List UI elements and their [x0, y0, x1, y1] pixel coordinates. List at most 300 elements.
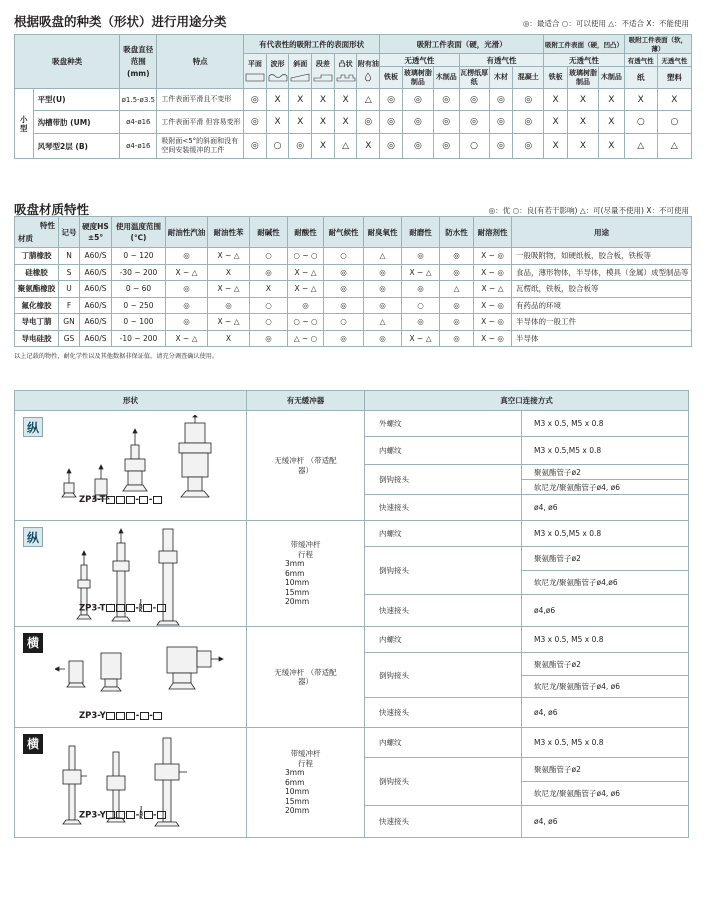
connection-type: 快速接头: [365, 806, 522, 838]
rating-cell: X ~ △: [208, 281, 250, 298]
model-box4: [153, 711, 163, 721]
surface-label: 平面: [247, 59, 262, 68]
material-code: F: [59, 297, 80, 314]
jbk-letter: B: [139, 811, 143, 817]
feature: 工件表面平滑且不变形: [157, 89, 244, 111]
model-box3: [139, 711, 149, 721]
section1-title: 根据吸盘的种类（形状）进行用途分类: [14, 14, 227, 29]
surface-shape-icon: [335, 70, 357, 84]
surface-col: [266, 54, 289, 89]
material-name: 氟化橡胶: [15, 297, 59, 314]
g1-col: 木材: [489, 67, 513, 89]
rating-cell: X ~ ◎: [474, 264, 512, 281]
connection-spec: M3 x 0.5, M5 x 0.8: [522, 411, 689, 437]
surface-col: [334, 54, 357, 89]
rating-cell: ◎: [513, 111, 544, 134]
rating-cell: ◎: [364, 281, 402, 298]
surface-label: 附有油: [357, 59, 379, 68]
use: 瓦楞纸，铁板，胶合板等: [512, 281, 692, 298]
surface-col: [312, 54, 335, 89]
hardness: A60/S: [80, 314, 112, 331]
rating-cell: ◎: [364, 264, 402, 281]
use: 有药品的环境: [512, 297, 692, 314]
connection-table: [14, 390, 689, 838]
rating-cell: X ~ △: [402, 330, 440, 347]
connection-type: 快速接头: [365, 698, 522, 728]
g3b: 无透气性: [657, 54, 691, 67]
connection-spec: 聚氨酯管子ø2: [522, 465, 689, 480]
rating-cell: ◎: [402, 89, 433, 111]
surface-shape-icon: [312, 70, 334, 84]
rating-cell: ◎: [324, 330, 364, 347]
shape-wrap: [15, 521, 246, 621]
buffer-line: 10mm: [285, 787, 310, 797]
g3a: 有透气性: [624, 54, 657, 67]
rating-cell: ◎: [364, 297, 402, 314]
rating-cell: ◎: [324, 264, 364, 281]
rating-cell: ◎: [288, 297, 324, 314]
col-g3: 吸附工件表面（软，薄）: [624, 35, 691, 54]
g3-col: 纸: [624, 67, 657, 89]
feature: 吸附面<5°的斜面和没有空间安装缓冲的工件: [157, 134, 244, 159]
kind-name: 平型(U): [33, 89, 120, 111]
g1a: 无透气性: [380, 54, 459, 67]
rating-cell: X ~ △: [208, 314, 250, 331]
col-property: 耐碱性: [250, 217, 288, 248]
rating-cell: X: [544, 134, 568, 159]
buffer-line: 行程: [298, 549, 313, 559]
col-g2: 吸附工件表面（硬，凹凸）: [544, 35, 624, 54]
buffer-line: 20mm: [285, 806, 310, 816]
rating-cell: ◎: [513, 89, 544, 111]
prop-label: 特性: [40, 221, 55, 230]
rating-cell: ◎: [440, 330, 474, 347]
col-conn: 真空口连接方式: [365, 391, 689, 411]
buffer-cell: [247, 627, 365, 728]
hardness: A60/S: [80, 330, 112, 347]
rating-cell: ◎: [208, 297, 250, 314]
connection-spec: M3 x 0.5,M5 x 0.8: [522, 521, 689, 547]
connection-type: 内螺纹: [365, 627, 522, 653]
rating-cell: ◎: [489, 89, 513, 111]
section2-title: 吸盘材质特性: [14, 202, 90, 217]
col-buffer: 有无缓冲器: [247, 391, 365, 411]
rating-cell: ○: [324, 248, 364, 265]
connection-type: 快速接头: [365, 595, 522, 627]
model-prefix: ZP3-Y: [79, 711, 106, 721]
rating-cell: ○ ~ ○: [288, 314, 324, 331]
shape-wrap: [15, 627, 246, 727]
model-boxes: [106, 811, 136, 821]
rating-cell: ○: [250, 314, 288, 331]
dia-range: ø4-ø16: [120, 111, 157, 134]
rating-cell: ◎: [489, 111, 513, 134]
material-name: 聚氨酯橡胶: [15, 281, 59, 298]
buffer-line: 3mm: [285, 768, 305, 778]
model-code: ZP3-Y - J B K -: [79, 808, 167, 822]
dia-range: ø1.5-ø3.5: [120, 89, 157, 111]
rating-cell: ◎: [357, 111, 380, 134]
dia-range: ø4-ø16: [120, 134, 157, 159]
connection-type: 快速接头: [365, 495, 522, 521]
use: 半导体的一般工件: [512, 314, 692, 331]
col-code: 记号: [59, 217, 80, 248]
surface-label: 凸状: [338, 59, 353, 68]
connection-type: 倒钩接头: [365, 653, 522, 698]
col-feature: 特点: [157, 35, 244, 89]
buffer-text: 无缓冲杆 （带适配器）: [274, 456, 337, 475]
kind-name: 沟槽带肋 (UM): [33, 111, 120, 134]
rating-cell: ◎: [380, 111, 403, 134]
connection-spec: ø4, ø6: [522, 698, 689, 728]
buffer-line: 15mm: [285, 587, 310, 597]
connection-spec: ø4, ø6: [522, 806, 689, 838]
rating-cell: ◎: [166, 297, 208, 314]
rating-cell: X ~ △: [166, 330, 208, 347]
col-property: 耐臭氧性: [364, 217, 402, 248]
rating-cell: ◎: [166, 248, 208, 265]
temp-range: 0 ~ 250: [112, 297, 166, 314]
hardness: A60/S: [80, 297, 112, 314]
col-temp: 使用温度范围 (℃): [112, 217, 166, 248]
connection-row: [15, 728, 689, 758]
col-use: 用途: [512, 217, 692, 248]
col-property: 耐磨性: [402, 217, 440, 248]
rating-cell: ○ ~ ○: [288, 248, 324, 265]
connection-spec: 软尼龙/聚氨酯管子ø4, ø6: [522, 480, 689, 495]
rating-cell: X ~ △: [208, 248, 250, 265]
rating-cell: X: [208, 330, 250, 347]
rating-cell: ◎: [440, 264, 474, 281]
material-note: 以上记载的物性，耐化学性以及其他数据非保证值。请充分调查确认使用。: [14, 353, 219, 360]
connection-spec: M3 x 0.5, M5 x 0.8: [522, 627, 689, 653]
col-property: 耐气候性: [324, 217, 364, 248]
col-property: 耐油性汽油: [166, 217, 208, 248]
rating-cell: ◎: [402, 111, 433, 134]
rating-cell: X ~ ◎: [474, 297, 512, 314]
rating-cell: ○: [324, 314, 364, 331]
hardness: A60/S: [80, 281, 112, 298]
rating-cell: △: [657, 134, 691, 159]
rating-cell: ◎: [489, 134, 513, 159]
buffer-line: 6mm: [285, 777, 305, 787]
rating-cell: △: [334, 134, 357, 159]
model-box3: [139, 495, 149, 505]
rating-cell: X: [266, 89, 289, 111]
table-row: [15, 89, 692, 111]
buffer-cell: [247, 521, 365, 627]
col-property: 耐溶剂性: [474, 217, 512, 248]
rating-cell: X: [568, 134, 599, 159]
connection-row: [15, 521, 689, 547]
orientation-badge: 纵: [23, 527, 43, 547]
rating-cell: ○: [459, 134, 489, 159]
rating-cell: ◎: [440, 314, 474, 331]
rating-cell: X: [312, 111, 335, 134]
rating-cell: △: [364, 314, 402, 331]
temp-range: -10 ~ 200: [112, 330, 166, 347]
buffer-line: 15mm: [285, 796, 310, 806]
orientation-badge: 纵: [23, 417, 43, 437]
rating-cell: ○: [402, 297, 440, 314]
model-boxes: [105, 604, 135, 614]
connection-spec: M3 x 0.5, M5 x 0.8: [522, 728, 689, 758]
rating-cell: X: [208, 264, 250, 281]
rating-cell: ◎: [380, 89, 403, 111]
table-row: [15, 264, 692, 281]
rating-cell: ◎: [459, 89, 489, 111]
table-row: [15, 281, 692, 298]
rating-cell: △: [624, 134, 657, 159]
material-code: S: [59, 264, 80, 281]
buffer-line: 6mm: [285, 568, 305, 578]
material-name: 硅橡胶: [15, 264, 59, 281]
col-property: 耐酸性: [288, 217, 324, 248]
rating-cell: X: [568, 89, 599, 111]
section2-legend: ◎：优 ○：良(有若干影响) △：可(尽量不使用) X：不可使用: [488, 206, 689, 215]
connection-spec: 软尼龙/聚氨酯管子ø4, ø6: [522, 676, 689, 698]
jbk-letter: J: [140, 807, 143, 813]
model-prefix: ZP3-T: [79, 495, 106, 505]
vacuum-pad-drawing-icon: [55, 631, 235, 711]
col-g1: 吸附工件表面（硬，光滑）: [380, 35, 544, 54]
jbk-letter: B: [138, 604, 143, 610]
g3-col: 塑料: [657, 67, 691, 89]
rating-cell: ◎: [433, 111, 459, 134]
rating-cell: △ ~ ○: [288, 330, 324, 347]
g1-col: 铁板: [380, 67, 403, 89]
section1-legend: ◎：最适合 ○：可以使用 △：不适合 X：不能使用: [522, 19, 689, 28]
g2-col: 铁板: [544, 67, 568, 89]
rating-cell: ◎: [244, 89, 267, 111]
rating-cell: X ~ ◎: [474, 248, 512, 265]
rating-cell: X: [312, 134, 335, 159]
rating-cell: ◎: [166, 314, 208, 331]
g1-col: 木制品: [433, 67, 459, 89]
shape-cell: [15, 728, 247, 838]
model-box2: [143, 604, 153, 614]
rating-cell: ◎: [440, 248, 474, 265]
table-row: [15, 330, 692, 347]
use: 半导体: [512, 330, 692, 347]
rating-cell: X: [624, 89, 657, 111]
rating-cell: ○: [250, 297, 288, 314]
rating-cell: X ~ ◎: [474, 330, 512, 347]
model-boxes: [106, 711, 136, 721]
temp-range: 0 ~ 120: [112, 248, 166, 265]
rating-cell: ◎: [250, 330, 288, 347]
size-label: 小型: [15, 89, 34, 159]
connection-spec: 软尼龙/聚氨酯管子ø4, ø6: [522, 782, 689, 806]
col-shape: 形状: [15, 391, 247, 411]
orientation-badge: 横: [23, 734, 43, 754]
model-code: ZP3-T - -: [79, 495, 162, 505]
rating-cell: ◎: [459, 111, 489, 134]
rating-cell: X: [334, 89, 357, 111]
table-row: [15, 111, 692, 134]
table-row: [15, 248, 692, 265]
rating-cell: ○: [250, 248, 288, 265]
table-row: [15, 297, 692, 314]
connection-spec: 聚氨酯管子ø2: [522, 547, 689, 571]
hardness: A60/S: [80, 264, 112, 281]
rating-cell: ◎: [440, 297, 474, 314]
model-prefix: ZP3-Y: [79, 810, 106, 821]
model-code: ZP3-T - J B K -: [79, 601, 166, 615]
col-property: 防水性: [440, 217, 474, 248]
rating-cell: X: [657, 89, 691, 111]
rating-cell: ○: [266, 134, 289, 159]
rating-cell: X: [357, 134, 380, 159]
model-boxes: [105, 495, 135, 505]
jbk-letter: K: [138, 609, 143, 615]
surface-label: 斜面: [293, 59, 308, 68]
rating-cell: ◎: [166, 281, 208, 298]
connection-type: 内螺纹: [365, 521, 522, 547]
model-box2: [143, 811, 153, 821]
surface-col: [357, 54, 380, 89]
temp-range: -30 ~ 200: [112, 264, 166, 281]
rating-cell: ◎: [244, 111, 267, 134]
rating-cell: ◎: [513, 134, 544, 159]
shape-cell: [15, 627, 247, 728]
rating-cell: ○: [657, 111, 691, 134]
rating-cell: X ~ △: [474, 281, 512, 298]
material-code: GN: [59, 314, 80, 331]
rating-cell: X ~ △: [288, 264, 324, 281]
g2a: 无透气性: [544, 54, 624, 67]
connection-spec: ø4, ø6: [522, 495, 689, 521]
rating-cell: ◎: [244, 134, 267, 159]
temp-range: 0 ~ 100: [112, 314, 166, 331]
buffer-line: 行程: [298, 758, 313, 768]
rating-cell: X: [334, 111, 357, 134]
rating-cell: X: [312, 89, 335, 111]
rating-cell: X ~ △: [402, 264, 440, 281]
material-name: 导电硅胶: [15, 330, 59, 347]
rating-cell: X: [544, 89, 568, 111]
rating-cell: X: [266, 111, 289, 134]
table-row: [15, 314, 692, 331]
buffer-line: 3mm: [285, 559, 305, 569]
rating-cell: X ~ ◎: [474, 314, 512, 331]
connection-type: 内螺纹: [365, 728, 522, 758]
shape-wrap: [15, 411, 246, 511]
buffer-cell: [247, 411, 365, 521]
rating-cell: ○: [624, 111, 657, 134]
rating-cell: X: [250, 281, 288, 298]
rating-cell: ◎: [250, 264, 288, 281]
rating-cell: ◎: [364, 330, 402, 347]
rating-cell: ◎: [380, 134, 403, 159]
rating-cell: ◎: [402, 314, 440, 331]
rating-cell: X: [289, 111, 312, 134]
prop-material-header: [15, 217, 59, 248]
rating-cell: ◎: [289, 134, 312, 159]
rating-cell: X: [289, 89, 312, 111]
surface-label: 段差: [315, 59, 330, 68]
buffer-line: 20mm: [285, 597, 310, 607]
hardness: A60/S: [80, 248, 112, 265]
rating-cell: X: [544, 111, 568, 134]
model-prefix: ZP3-T: [79, 603, 106, 614]
shape-wrap: [15, 728, 246, 828]
connection-spec: 软尼龙/聚氨酯管子ø4,ø6: [522, 571, 689, 595]
rating-cell: ◎: [324, 281, 364, 298]
connection-spec: M3 x 0.5,M5 x 0.8: [522, 437, 689, 465]
shape-cell: [15, 521, 247, 627]
g1-col: 玻璃树脂制品: [402, 67, 433, 89]
connection-type: 倒钩接头: [365, 465, 522, 495]
g2-col: 玻璃树脂制品: [568, 67, 599, 89]
rating-cell: △: [357, 89, 380, 111]
kind-name: 风琴型2层 (B): [33, 134, 120, 159]
material-code: N: [59, 248, 80, 265]
rating-cell: X ~ △: [288, 281, 324, 298]
surface-shape-icon: [267, 70, 289, 84]
rating-cell: △: [364, 248, 402, 265]
g2-col: 木制品: [598, 67, 624, 89]
jbk-letter: K: [139, 816, 143, 822]
col-property: 耐油性苯: [208, 217, 250, 248]
rating-cell: ◎: [402, 248, 440, 265]
col-dia: 吸盘直径范围(mm): [120, 35, 157, 89]
connection-type: 倒钩接头: [365, 758, 522, 806]
rating-cell: X: [568, 111, 599, 134]
rating-cell: X: [598, 134, 624, 159]
surface-shape-icon: [357, 70, 379, 84]
surface-shape-icon: [244, 70, 266, 84]
connection-row: [15, 627, 689, 653]
rating-cell: △: [440, 281, 474, 298]
buffer-line: 带缓冲杆: [290, 540, 321, 550]
col-kind: 吸盘种类: [15, 35, 120, 89]
material-name: 导电丁腈: [15, 314, 59, 331]
rating-cell: ◎: [402, 281, 440, 298]
connection-type: 内螺纹: [365, 437, 522, 465]
jbk-letter: J: [139, 600, 142, 606]
use: 一般吸附物，如硬纸板，胶合板，铁板等: [512, 248, 692, 265]
g1b: 有透气性: [459, 54, 544, 67]
usage-table: [14, 34, 692, 159]
material-code: U: [59, 281, 80, 298]
model-box4: [157, 811, 167, 821]
connection-row: [15, 411, 689, 437]
surface-label: 波形: [270, 59, 285, 68]
temp-range: 0 ~ 60: [112, 281, 166, 298]
connection-type: 倒钩接头: [365, 547, 522, 595]
rating-cell: ◎: [433, 134, 459, 159]
col-hardness: 硬度HS ±5°: [80, 217, 112, 248]
buffer-line: 带缓冲杆: [290, 749, 321, 759]
rating-cell: ◎: [324, 297, 364, 314]
model-code: ZP3-Y - -: [79, 711, 163, 721]
rating-cell: ◎: [402, 134, 433, 159]
shape-cell: [15, 411, 247, 521]
connection-spec: 聚氨酯管子ø2: [522, 758, 689, 782]
use: 食品，薄形物体，半导体，模具（金属）成型制品等: [512, 264, 692, 281]
material-table: [14, 216, 692, 347]
rating-cell: ◎: [433, 89, 459, 111]
buffer-line: 10mm: [285, 578, 310, 588]
rating-cell: X ~ △: [166, 264, 208, 281]
g1-col: 瓦楞纸厚纸: [459, 67, 489, 89]
connection-spec: 聚氨酯管子ø2: [522, 653, 689, 676]
buffer-text: 无缓冲杆 （带适配器）: [274, 667, 337, 686]
material-code: GS: [59, 330, 80, 347]
surface-shape-icon: [289, 70, 311, 84]
col-surface-group: 有代表性的吸附工件的表面形状: [244, 35, 380, 54]
